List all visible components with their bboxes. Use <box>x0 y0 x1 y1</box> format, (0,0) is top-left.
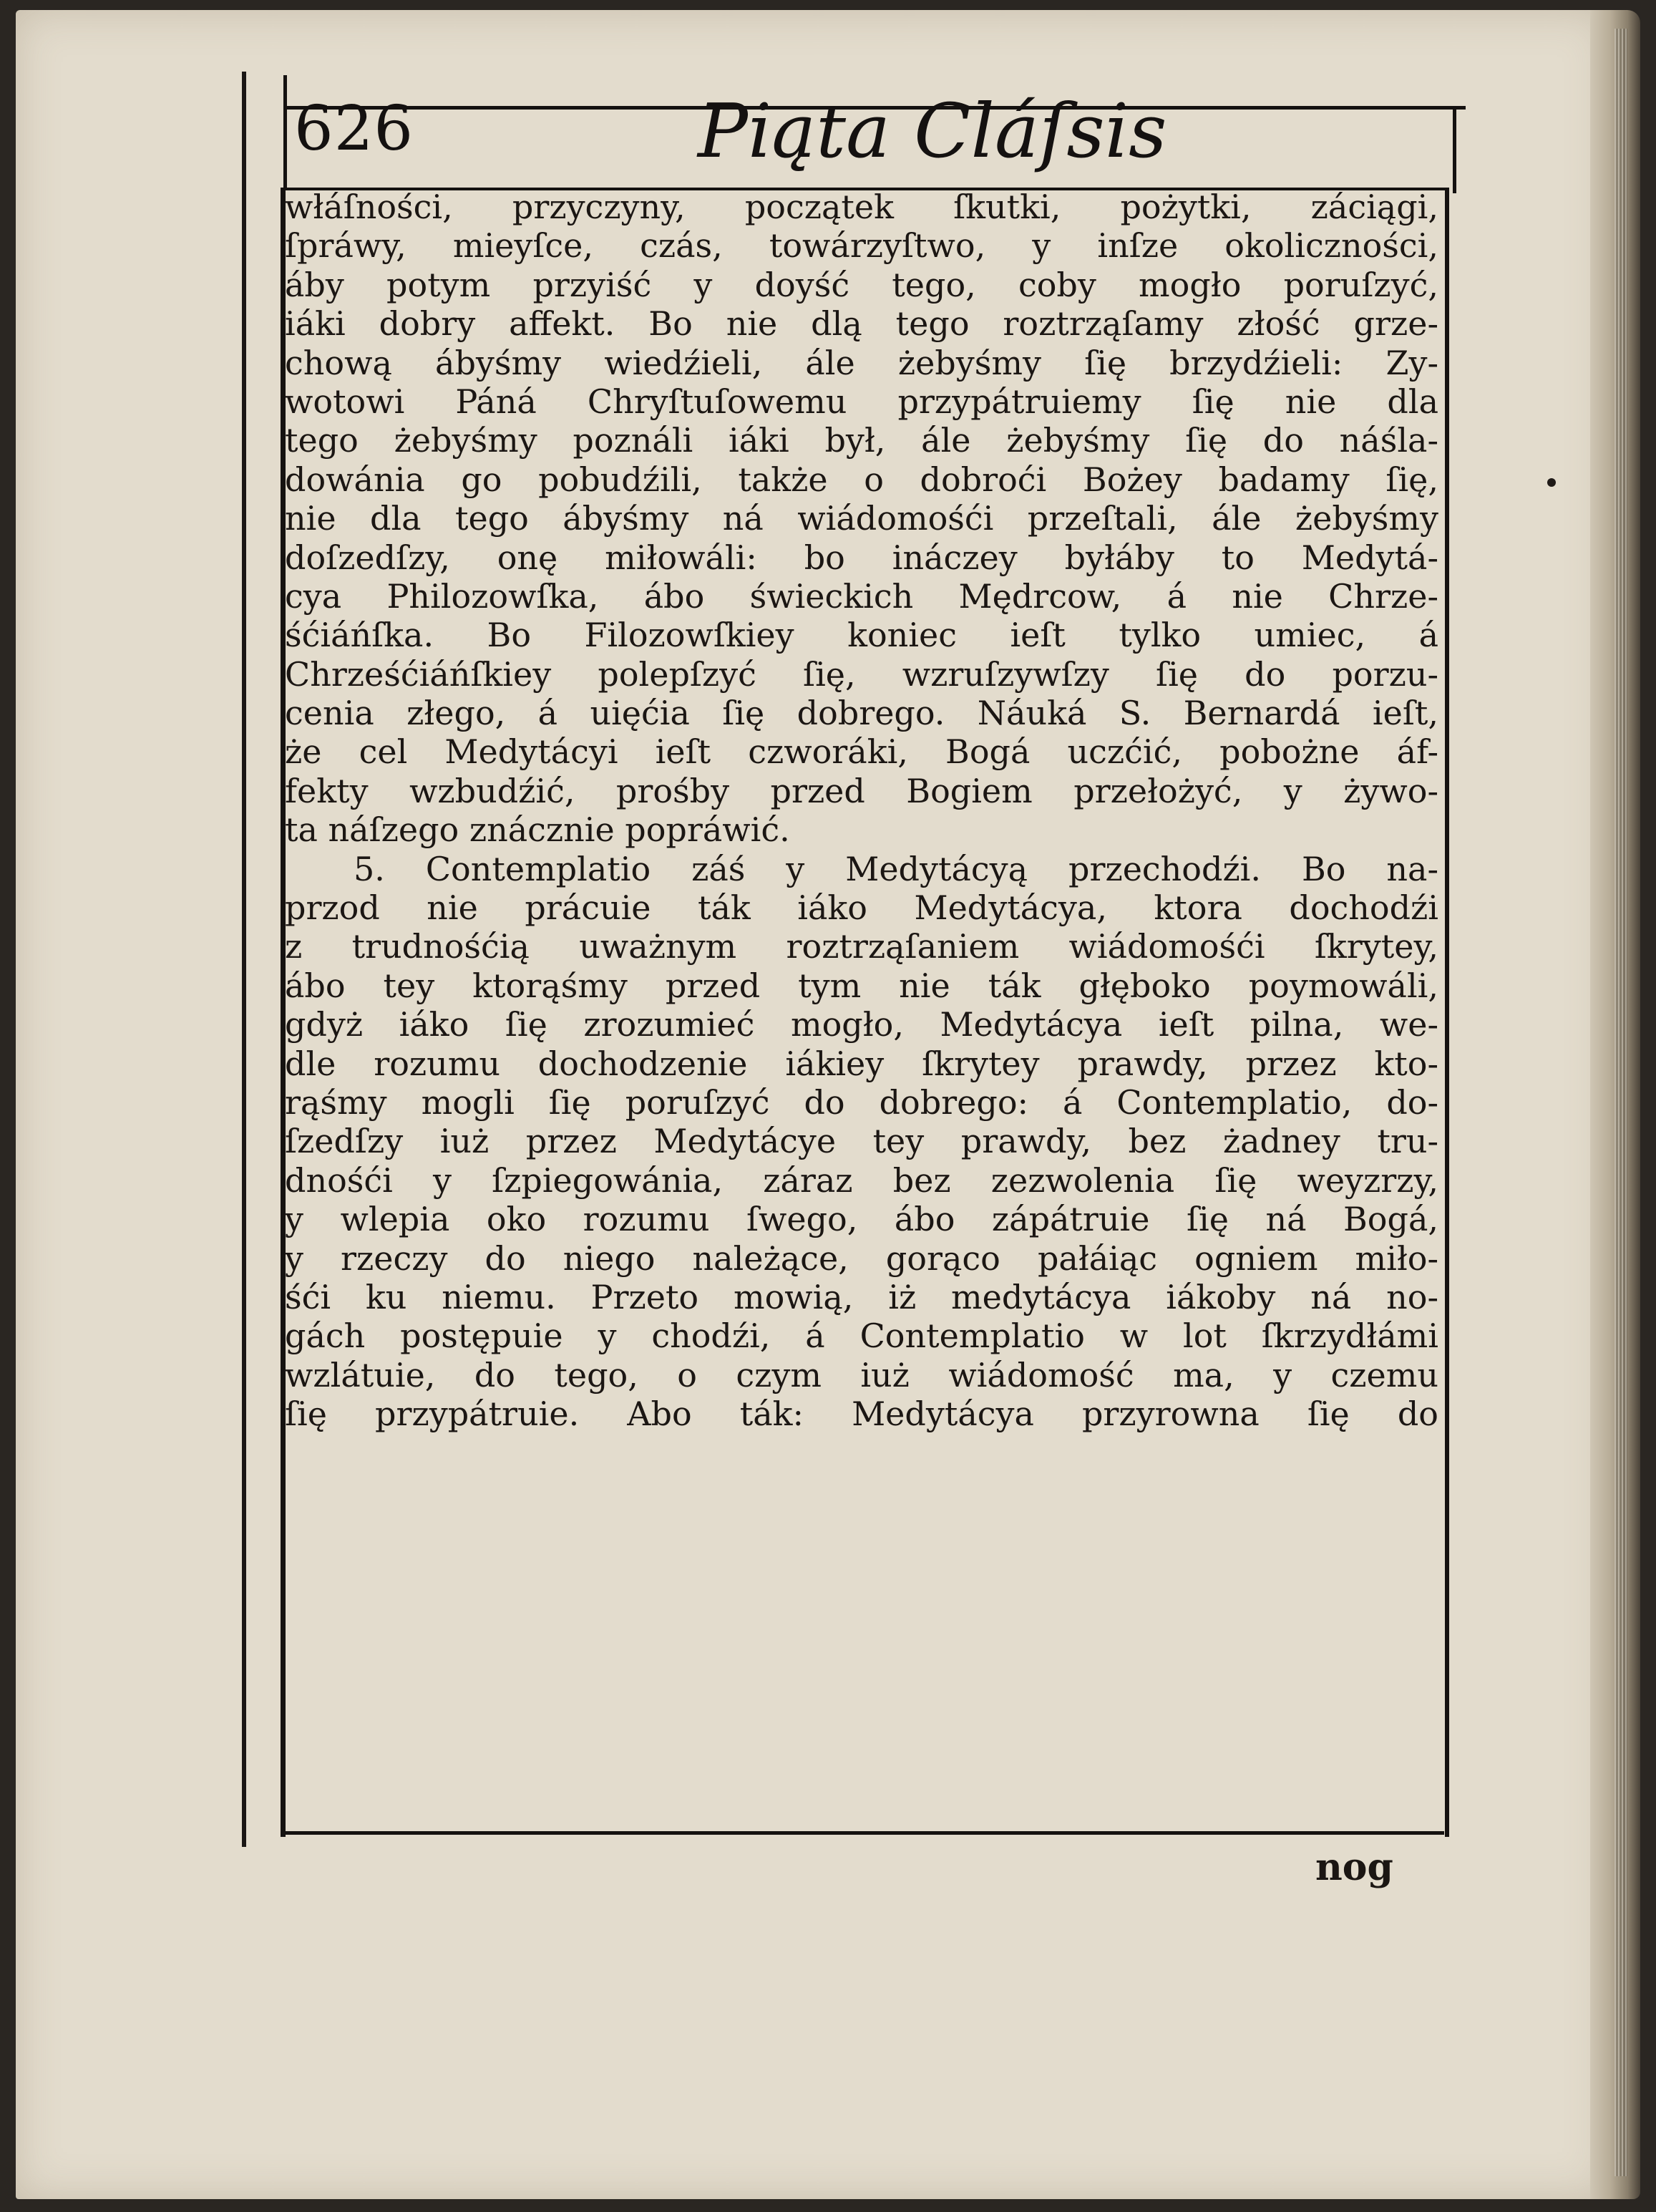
outer-margin-rule <box>242 72 246 1847</box>
running-header <box>290 87 1463 186</box>
text-line: gách postępuie y chodźi, á Contemplatio w lot ſkrzydłámi <box>285 1316 1438 1356</box>
text-line: cya Philozowſka, ábo świeckich Mędrcow, á nie Chrze- <box>285 576 1438 616</box>
text-line: przod nie prácuie ták iáko Medytácya, ktora dochodźi <box>285 888 1438 928</box>
text-line: dnośći y ſzpiegowánia, záraz bez zezwolenia ſię weyzrzy, <box>285 1160 1438 1200</box>
ink-speck <box>1547 478 1556 487</box>
text-line: y rzeczy do niego należące, gorąco pałáiąc ogniem miło- <box>285 1238 1438 1278</box>
text-line: śći ku niemu. Przeto mowią, iż medytácya iákoby ná no- <box>285 1277 1438 1316</box>
page-number: 626 <box>294 93 414 165</box>
text-line: fekty wzbudźić, prośby przed Bogiem przełożyć, y żywo- <box>285 771 1438 810</box>
text-line: rąśmy mogli ſię poruſzyć do dobrego: á Contemplatio, do- <box>285 1082 1438 1122</box>
text-line: chową ábyśmy wiedźieli, ále żebyśmy ſię brzydźieli: Zy- <box>285 343 1438 382</box>
text-line: Chrześćiáńſkiey polepſzyć ſię, wzruſzywſzy ſię do porzu- <box>285 654 1438 694</box>
catchword: nog <box>1315 1845 1393 1889</box>
text-line: dle rozumu dochodzenie iákiey ſkrytey prawdy, przez kto- <box>285 1044 1438 1083</box>
text-line: cenia złego, á uięćia ſię dobrego. Náuká S. Bernardá ieſt, <box>285 694 1438 733</box>
header-left-rule <box>283 75 287 190</box>
text-line: ſię przypátruie. Abo ták: Medytácya przyrowna ſię do <box>285 1394 1438 1434</box>
text-line: gdyż iáko ſię zrozumieć mogło, Medytácya ieſt pilna, we- <box>285 1005 1438 1044</box>
page-stack-edge <box>1614 29 1627 2176</box>
bottom-rule <box>283 1831 1444 1835</box>
text-line: ta náſzego znácznie popráwić. <box>285 810 790 850</box>
text-line: y wlepia oko rozumu ſwego, ábo zápátruie ſię ná Bogá, <box>285 1200 1438 1239</box>
text-line: wzlátuie, do tego, o czym iuż wiádomość ma, y czemu <box>285 1355 1438 1394</box>
text-line: ſzedſzy iuż przez Medytácye tey prawdy, bez żadney tru- <box>285 1122 1438 1161</box>
text-line: iáki dobry affekt. Bo nie dlą tego roztrząſamy złość grze- <box>285 304 1438 344</box>
text-line: 5. Contemplatio záś y Medytácyą przechodźi. Bo na- <box>354 849 1438 888</box>
text-line: doſzedſzy, onę miłowáli: bo ináczey byłáby to Medytá- <box>285 538 1438 577</box>
text-line: ábo tey ktorąśmy przed tym nie ták głęboko poymowáli, <box>285 966 1438 1005</box>
text-line: śćiáńſka. Bo Filozowſkiey koniec ieſt tylko umiec, á <box>285 616 1438 655</box>
text-line: wotowi Páná Chryſtuſowemu przypátruiemy ſię nie dla <box>285 382 1438 421</box>
running-title: Piąta Cláſsis <box>698 87 1167 175</box>
text-line: tego żebyśmy poználi iáki był, ále żebyśmy ſię do náśla- <box>285 421 1438 460</box>
text-line: z trudnośćią uważnym roztrząſaniem wiádomośći ſkrytey, <box>285 927 1438 966</box>
text-line: włáſności, przyczyny, początek ſkutki, pożytki, záciągi, <box>285 188 1438 226</box>
body-text <box>285 188 1438 1434</box>
text-line: że cel Medytácyi ieſt czworáki, Bogá uczćić, pobożne áf- <box>285 732 1438 772</box>
text-line: dowánia go pobudźili, także o dobroći Bożey badamy ſię, <box>285 460 1438 499</box>
text-line: áby potym przyiść y doyść tego, coby mogło poruſzyć, <box>285 265 1438 304</box>
text-line: nie dla tego ábyśmy ná wiádomośći przeſtali, ále żebyśmy <box>285 499 1438 538</box>
text-line: ſpráwy, mieyſce, czás, towárzyſtwo, y inſze okoliczności, <box>285 226 1438 266</box>
